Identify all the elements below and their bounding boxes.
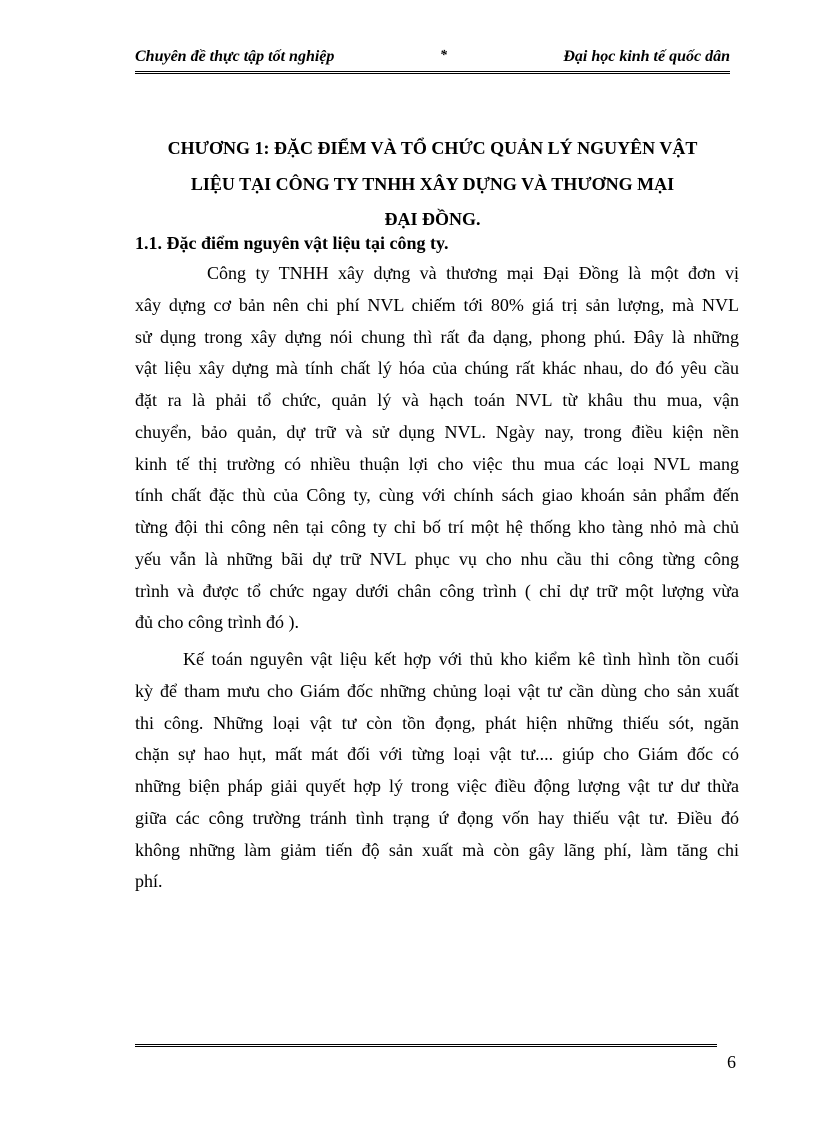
paragraph-line: chuyển, bảo quản, dự trữ và sử dụng NVL. Ngày nay, trong điều kiện nền bbox=[135, 421, 739, 442]
paragraph-line: không những làm giảm tiến độ sản xuất mà còn gây lãng phí, làm tăng chi bbox=[135, 839, 739, 860]
chapter-title-line: LIỆU TẠI CÔNG TY TNHH XÂY DỰNG VÀ THƯƠNG MẠI bbox=[190, 173, 675, 194]
paragraph-line: kinh tế thị trường có nhiều thuận lợi cho việc thu mua các loại NVL mang bbox=[135, 453, 739, 474]
paragraph-line: những biện pháp giải quyết hợp lý trong việc điều động lượng vật tư dư thừa bbox=[135, 776, 739, 796]
paragraph-line: đặt ra là phải tổ chức, quản lý và hạch toán NVL từ khâu thu mua, vận bbox=[135, 390, 739, 410]
chapter-title-line: ĐẠI ĐỒNG. bbox=[384, 209, 481, 229]
paragraph-line: kỳ để tham mưu cho Giám đốc những chủng loại vật tư cần dùng cho sản xuất bbox=[135, 680, 739, 701]
paragraph-line: phí. bbox=[135, 871, 163, 892]
page-header bbox=[135, 45, 730, 74]
paragraph-line: thi công. Những loại vật tư còn tồn đọng, phát hiện những thiếu sót, ngăn bbox=[135, 712, 739, 733]
paragraph-line: xây dựng cơ bản nên chi phí NVL chiếm tới 80% giá trị sản lượng, mà NVL bbox=[135, 294, 739, 315]
paragraph-line: giữa các công trường tránh tình trạng ứ đọng vốn hay thiếu vật tư. Điều đó bbox=[135, 807, 739, 828]
page-number: 6 bbox=[727, 1052, 736, 1072]
paragraph-line: trình và được tổ chức ngay dưới chân công trình ( chỉ dự trữ một lượng vừa bbox=[135, 580, 739, 601]
paragraph-line: vật liệu xây dựng mà tính chất lý hóa của chúng rất khác nhau, do đó yêu cầu bbox=[135, 358, 739, 379]
paragraph-line: yếu vẫn là những bãi dự trữ NVL phục vụ cho nhu cầu thi công từng công bbox=[135, 548, 739, 569]
paragraph-1 bbox=[135, 258, 739, 639]
paragraph-line: chặn sự hao hụt, mất mát đối với từng loại vật tư.... giúp cho Giám đốc có bbox=[135, 744, 739, 765]
header-right-text: Đại học kinh tế quốc dân bbox=[563, 48, 730, 65]
header-left-text: Chuyên đề thực tập tốt nghiệp bbox=[135, 48, 335, 65]
footer-divider bbox=[135, 1044, 717, 1050]
header-separator: * bbox=[440, 48, 447, 63]
paragraph-line: Công ty TNHH xây dựng và thương mại Đại Đồng là một đơn vị bbox=[207, 263, 739, 283]
paragraph-line: tính chất đặc thù của Công ty, cùng với chính sách giao khoán sản phẩm đến bbox=[135, 485, 739, 506]
paragraph-line: sử dụng trong xây dựng nói chung thì rất đa dạng, phong phú. Đây là những bbox=[135, 326, 739, 347]
chapter-title bbox=[135, 131, 730, 238]
paragraph-2 bbox=[135, 644, 739, 898]
paragraph-line: đủ cho công trình đó ). bbox=[135, 612, 299, 633]
paragraph-line: từng đội thi công nên tại công ty chỉ bố trí một hệ thống kho tàng nhỏ mà chủ bbox=[135, 517, 739, 537]
chapter-title-line: CHƯƠNG 1: ĐẶC ĐIỂM VÀ TỔ CHỨC QUẢN LÝ NGUYÊN VẬT bbox=[167, 138, 698, 158]
section-heading: 1.1. Đặc điểm nguyên vật liệu tại công ty. bbox=[135, 233, 449, 253]
paragraph-line: Kế toán nguyên vật liệu kết hợp với thủ kho kiểm kê tình hình tồn cuối bbox=[183, 649, 739, 669]
